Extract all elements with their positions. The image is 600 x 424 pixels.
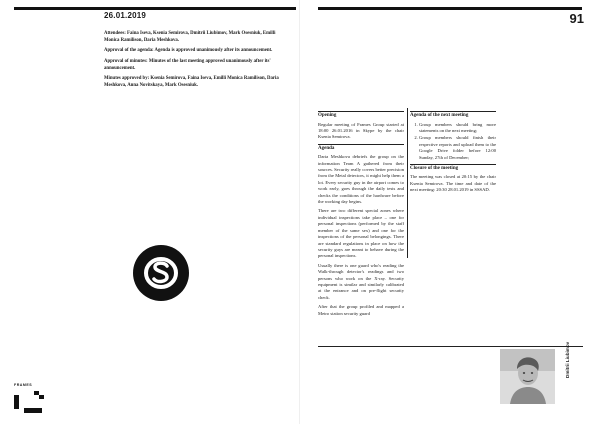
top-rule	[318, 7, 582, 10]
skype-logo-icon	[133, 245, 189, 301]
list-item: 1. Group members should bring more statements on the next meeting;	[419, 122, 496, 135]
next-meeting-list	[410, 122, 496, 161]
meeting-meta	[104, 30, 282, 92]
column-right	[410, 111, 496, 197]
column-left	[318, 111, 404, 320]
top-rule	[14, 7, 296, 10]
next-meeting-title: Agenda of the next meeting	[410, 111, 496, 120]
column-divider	[407, 108, 408, 258]
approved-by: Minutes approved by: Ksenia Semirova, Faina Iseva, Emilli Monica Ramilison, Daria Meshkova, Anna Novitskaya, Mark Osesniuk.	[104, 76, 279, 89]
photo-caption: Dmitrii Liubimov	[565, 341, 570, 378]
closure-title: Closure of the meeting	[410, 164, 496, 173]
page-number: 91	[569, 11, 584, 26]
opening-title: Opening	[318, 111, 404, 120]
opening-text: Regular meeting of Frames Group started at 18:00 26.01.2016 in Skype by the chair Ksenia Semirova.	[318, 121, 404, 140]
brand-mark-icon	[14, 389, 46, 415]
agenda-title: Agenda	[318, 144, 404, 153]
brand-label: FRAMES	[14, 383, 33, 387]
agenda-paragraph: Daria Meshkova debriefs the group on the information Team A gathered from their sources. Security really covers better precision from the Metal detectors, it might help them a lot. Every security guy in the airport comes to work early, goes through the daily tests and checks the conditions of the hardware before the working day begins.	[318, 154, 404, 205]
portrait-photo	[500, 349, 555, 404]
approval-minutes: Approval of minutes: Minutes of the last meeting approved unanimously after its' announcement.	[104, 58, 271, 71]
closure-text: The meeting was closed at 20:15 by the chair Ksenia Semirova. The time and date of the next meeting: 20:30 28.01.2019 in SSSAD.	[410, 174, 496, 193]
agenda-paragraph: There are two different special zones where individual inspections take place – one for personal inspections (performed by the staff member of the same sex) and one for the inspections of the personal belongings. There are standard regulations in place on how the security guys are meant to behave during the personal inspections.	[318, 208, 404, 259]
agenda-paragraph: Usually there is one guard who's reading the Walk-through detector's readings and two persons who work on the X-ray. Security equipment is similar and similarly calibrated at the entrance and on pre-flight security check.	[318, 262, 404, 300]
attendees: Attendees: Faina Iseva, Ksenia Semirova, Dmitrii Liubimov, Mark Osesniuk, Emilli Monica Ramilison, Daria Meshkova.	[104, 31, 276, 44]
list-item: 2. Group members should finish their respective reports and upload them to the Google Drive folder before 12:00 Sunday, 27th of December;	[419, 135, 496, 161]
meeting-date: 26.01.2019	[104, 11, 147, 20]
agenda-paragraph: After that the group profiled and mapped a Metro station security guard	[318, 304, 404, 316]
approval-agenda: Approval of the agenda: Agenda is approved unanimously after its announcement.	[104, 48, 273, 54]
photo-rule	[318, 346, 583, 347]
